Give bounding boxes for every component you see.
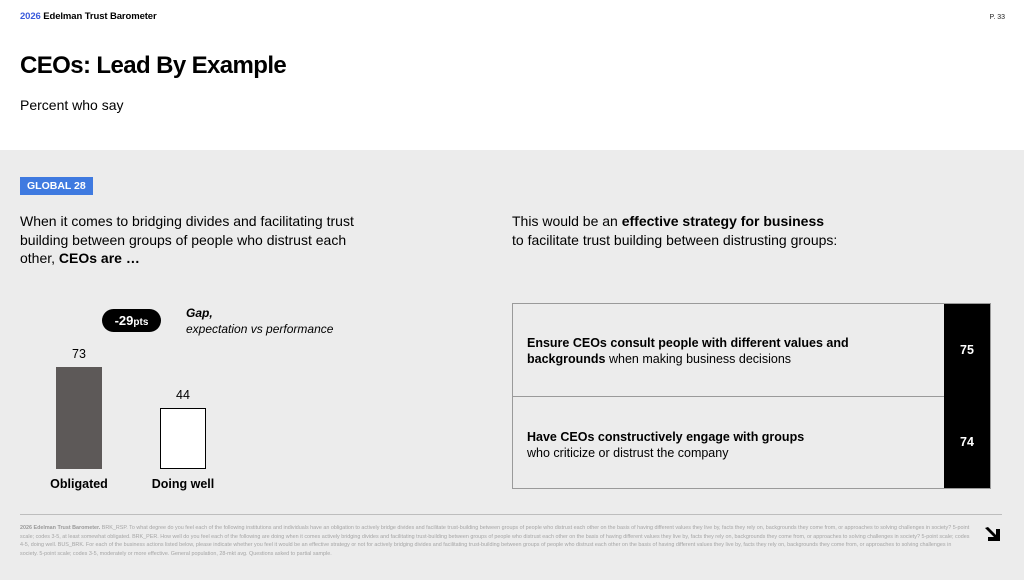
left-question-emphasis: CEOs are … — [58, 250, 140, 266]
row-value: 74 — [960, 435, 974, 449]
row-label-bold: Ensure CEOs consult people with different values and backgrounds — [527, 336, 849, 366]
footnote-divider — [20, 514, 1002, 515]
bar-value-label: 44 — [176, 387, 190, 402]
footnote-text: BRK_RSP. To what degree do you feel each of the following institutions and individuals have an obligation to actively bridge divides and facilitate trust-building between groups of people who distrust each other on the basis of having different values they live by, facts they rely on, backgrounds they come from, or approaches to solving challenges in society? 5-point scale; codes 3-5, at least somewhat obligated. BRK_PER. How well do you feel each of the following are doing when it comes actively bridging divides and facilitating trust-building between groups of people who distrust each other on the basis of having different values they live by, facts they rely on, backgrounds they come from, or approaches to solving challenges in society? 5-point scale; codes 4-5, doing well. BUS_BRK. For each of the business actions listed below, please indicate whether you feel it would be an effective strategy or not for actively bridging divides and facilitating trust-building between groups of people who distrust each other on the basis of having different values they live by, facts they rely on, backgrounds they come from, or approaches to solving challenges in society. 5-point scale; codes 3-5, moderately or more effective. General population, 28-mkt avg. Questions asked to partial sample. — [20, 525, 970, 557]
left-question — [20, 212, 380, 268]
bar-obligated — [56, 367, 102, 469]
right-question — [512, 212, 912, 249]
strategy-table — [512, 303, 991, 489]
footnote — [20, 524, 970, 558]
row-label — [527, 335, 857, 367]
row-label — [527, 429, 857, 461]
gap-unit: pts — [133, 317, 149, 328]
table-row — [513, 304, 945, 396]
row-label-rest: when making business decisions — [605, 352, 792, 366]
table-row — [513, 397, 945, 488]
header-area — [0, 0, 1024, 150]
bar-category-label: Obligated — [50, 477, 108, 491]
gap-label — [186, 305, 333, 337]
bar-category-label: Doing well — [151, 477, 215, 491]
value-column — [944, 304, 990, 488]
bar-value-label: 73 — [72, 347, 86, 361]
page-title: CEOs: Lead By Example — [20, 52, 287, 79]
arrow-down-right-icon[interactable] — [984, 524, 1004, 544]
gap-value: -29 — [114, 313, 134, 328]
right-question-prefix: This would be an — [512, 213, 622, 229]
footnote-source: 2026 Edelman Trust Barometer. — [20, 525, 101, 531]
page-number: P. 33 — [989, 14, 1005, 21]
region-badge: GLOBAL 28 — [20, 177, 93, 195]
gap-label-title: Gap, — [186, 306, 213, 320]
page-subtitle: Percent who say — [20, 97, 124, 113]
bar-doing-well — [160, 408, 206, 469]
gap-label-text: expectation vs performance — [186, 322, 334, 336]
left-question-text: When it comes to bridging divides and facilitating trust building between groups of people who distrust each other, — [20, 213, 354, 266]
gap-pill — [102, 309, 161, 332]
right-question-rest: to facilitate trust building between distrusting groups: — [512, 231, 838, 248]
row-value: 75 — [960, 343, 974, 357]
row-label-rest: who criticize or distrust the company — [527, 446, 729, 460]
right-question-emphasis: effective strategy for business — [621, 213, 825, 229]
row-label-bold: Have CEOs constructively engage with groups — [527, 430, 805, 444]
brand-logo: 2026 Edelman Trust Barometer — [20, 11, 157, 22]
